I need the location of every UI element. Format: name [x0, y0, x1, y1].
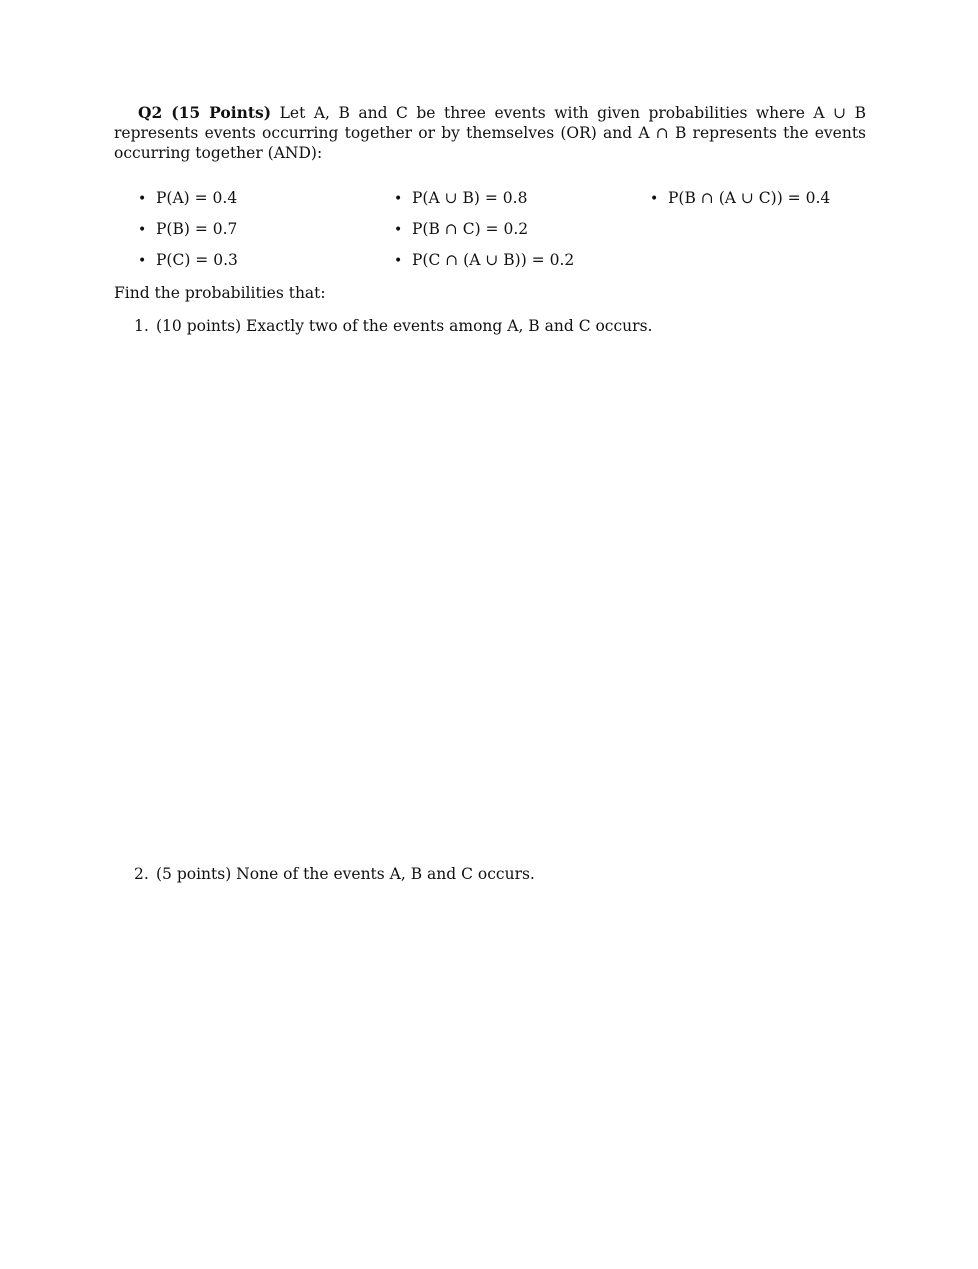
question-intro-text: Let A, B and C be three events with given probabilities where A ∪ B represents events occurring together or by themselves (OR) and A ∩ B represents the events occurring together (AND):: [114, 104, 867, 162]
given-value: P(C ∩ (A ∪ B)) = 0.2: [412, 251, 575, 269]
given-value: P(B ∩ C) = 0.2: [412, 220, 529, 238]
given-item: [650, 183, 910, 214]
bullet-icon: •: [394, 191, 403, 207]
given-item: [394, 214, 634, 245]
part-1: [134, 316, 652, 336]
part-text: (5 points) None of the events A, B and C occurs.: [156, 865, 535, 883]
question-label: Q2 (15 Points): [138, 103, 272, 122]
given-item: [394, 183, 634, 214]
part-2: [134, 864, 535, 884]
given-column-3: [650, 183, 910, 214]
given-value: P(B ∩ (A ∪ C)) = 0.4: [668, 189, 831, 207]
part-number: 1.: [134, 317, 149, 335]
bullet-icon: •: [138, 253, 147, 269]
bullet-icon: •: [394, 222, 403, 238]
given-item: [394, 245, 634, 276]
given-item: [138, 245, 378, 276]
given-item: [138, 183, 378, 214]
given-value: P(A ∪ B) = 0.8: [412, 189, 528, 207]
find-prompt: Find the probabilities that:: [114, 284, 326, 302]
given-item: [138, 214, 378, 245]
part-number: 2.: [134, 865, 149, 883]
bullet-icon: •: [138, 222, 147, 238]
part-text: (10 points) Exactly two of the events among A, B and C occurs.: [156, 317, 653, 335]
given-value: P(A) = 0.4: [156, 189, 238, 207]
bullet-icon: •: [394, 253, 403, 269]
given-value: P(C) = 0.3: [156, 251, 238, 269]
given-column-1: [138, 183, 378, 276]
bullet-icon: •: [138, 191, 147, 207]
given-value: P(B) = 0.7: [156, 220, 238, 238]
question-intro: [114, 103, 866, 163]
given-column-2: [394, 183, 634, 276]
bullet-icon: •: [650, 191, 659, 207]
